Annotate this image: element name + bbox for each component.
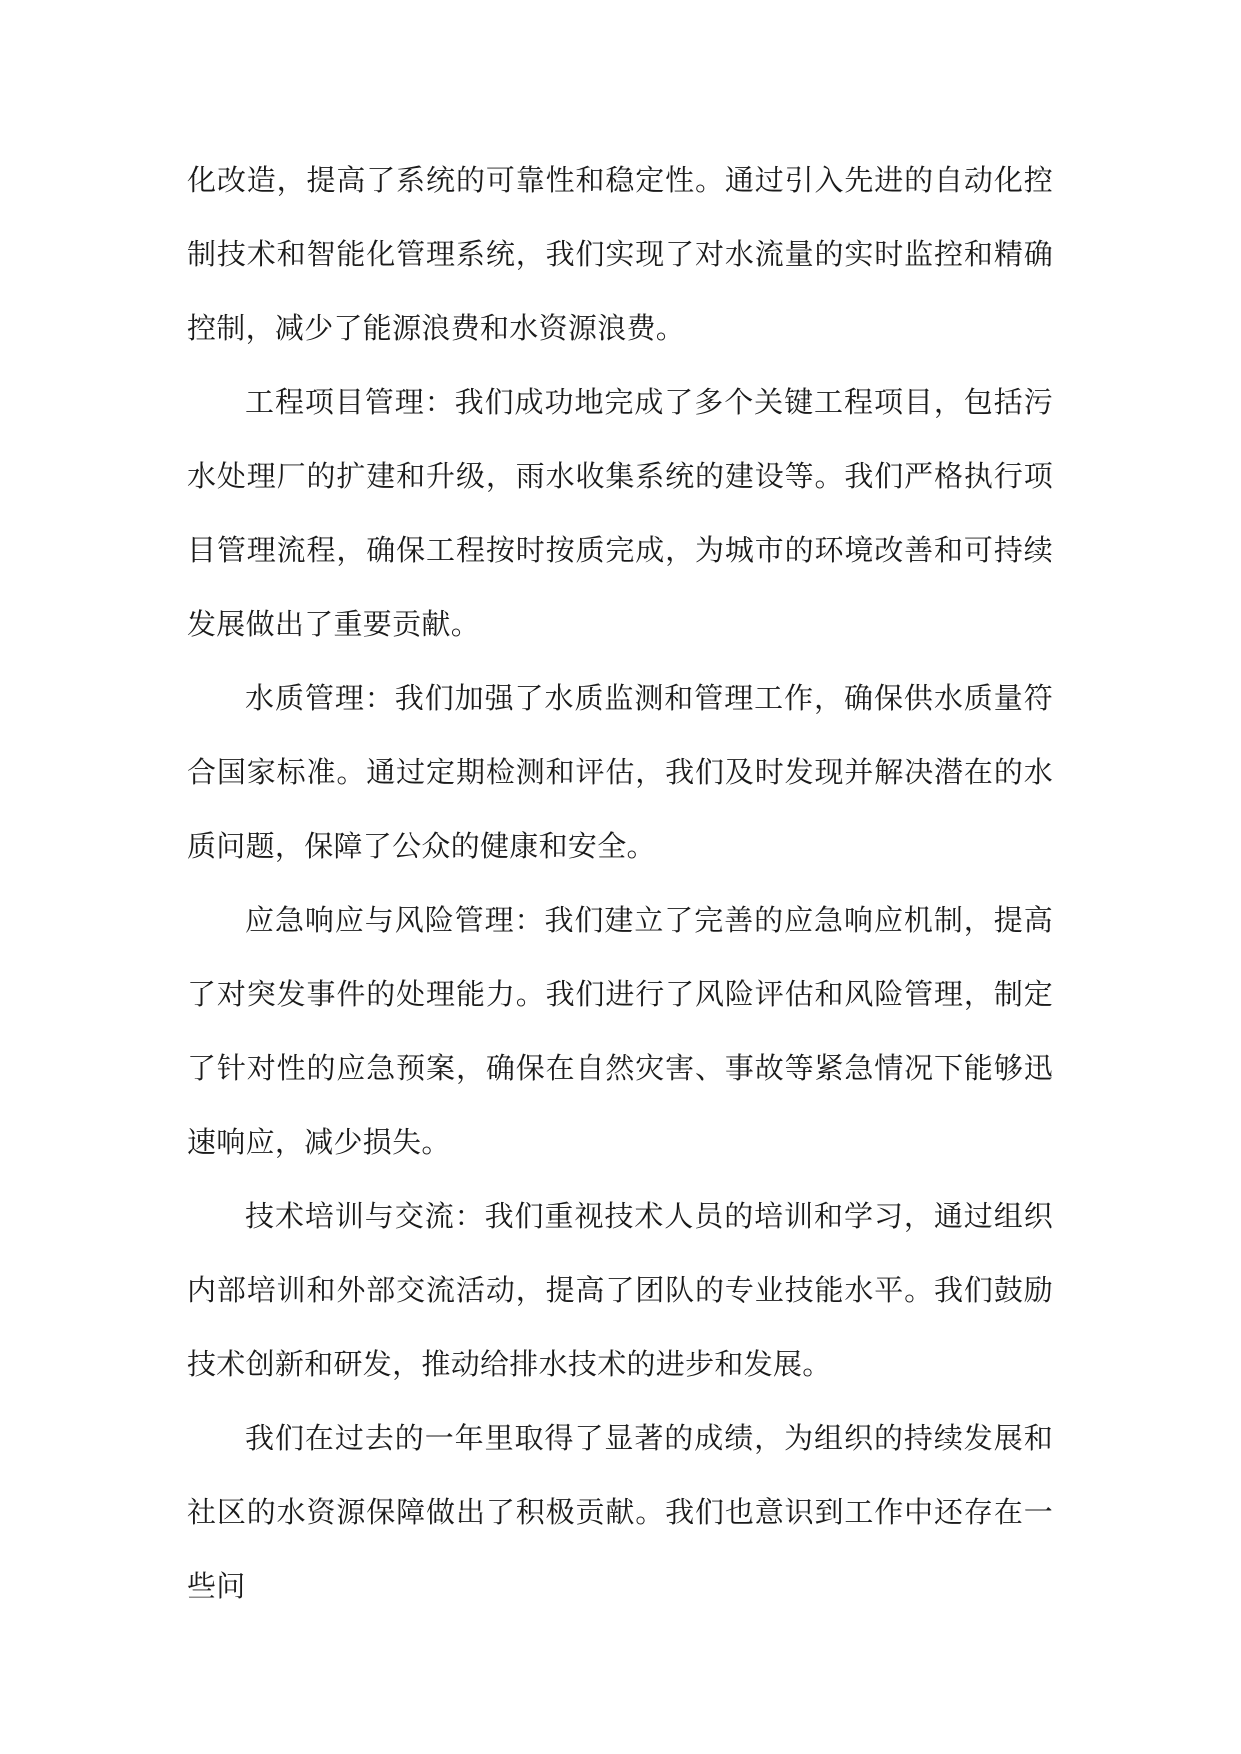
paragraph-summary: 我们在过去的一年里取得了显著的成绩，为组织的持续发展和社区的水资源保障做出了积极贡献。我们也意识到工作中还存在一些问 — [187, 1421, 1053, 1603]
paragraph-technical-training: 技术培训与交流：我们重视技术人员的培训和学习，通过组织内部培训和外部交流活动，提高了团队的专业技能水平。我们鼓励技术创新和研发，推动给排水技术的进步和发展。 — [187, 1199, 1053, 1381]
paragraph-water-quality: 水质管理：我们加强了水质监测和管理工作，确保供水质量符合国家标准。通过定期检测和评估，我们及时发现并解决潜在的水质问题，保障了公众的健康和安全。 — [187, 681, 1053, 863]
document-body — [187, 143, 1053, 1623]
paragraph-project-management: 工程项目管理：我们成功地完成了多个关键工程项目，包括污水处理厂的扩建和升级，雨水收集系统的建设等。我们严格执行项目管理流程，确保工程按时按质完成，为城市的环境改善和可持续发展做出了重要贡献。 — [187, 385, 1053, 641]
paragraph-continuation: 化改造，提高了系统的可靠性和稳定性。通过引入先进的自动化控制技术和智能化管理系统，我们实现了对水流量的实时监控和精确控制，减少了能源浪费和水资源浪费。 — [187, 163, 1053, 345]
paragraph-emergency-response: 应急响应与风险管理：我们建立了完善的应急响应机制，提高了对突发事件的处理能力。我们进行了风险评估和风险管理，制定了针对性的应急预案，确保在自然灾害、事故等紧急情况下能够迅速响应，减少损失。 — [187, 903, 1053, 1159]
